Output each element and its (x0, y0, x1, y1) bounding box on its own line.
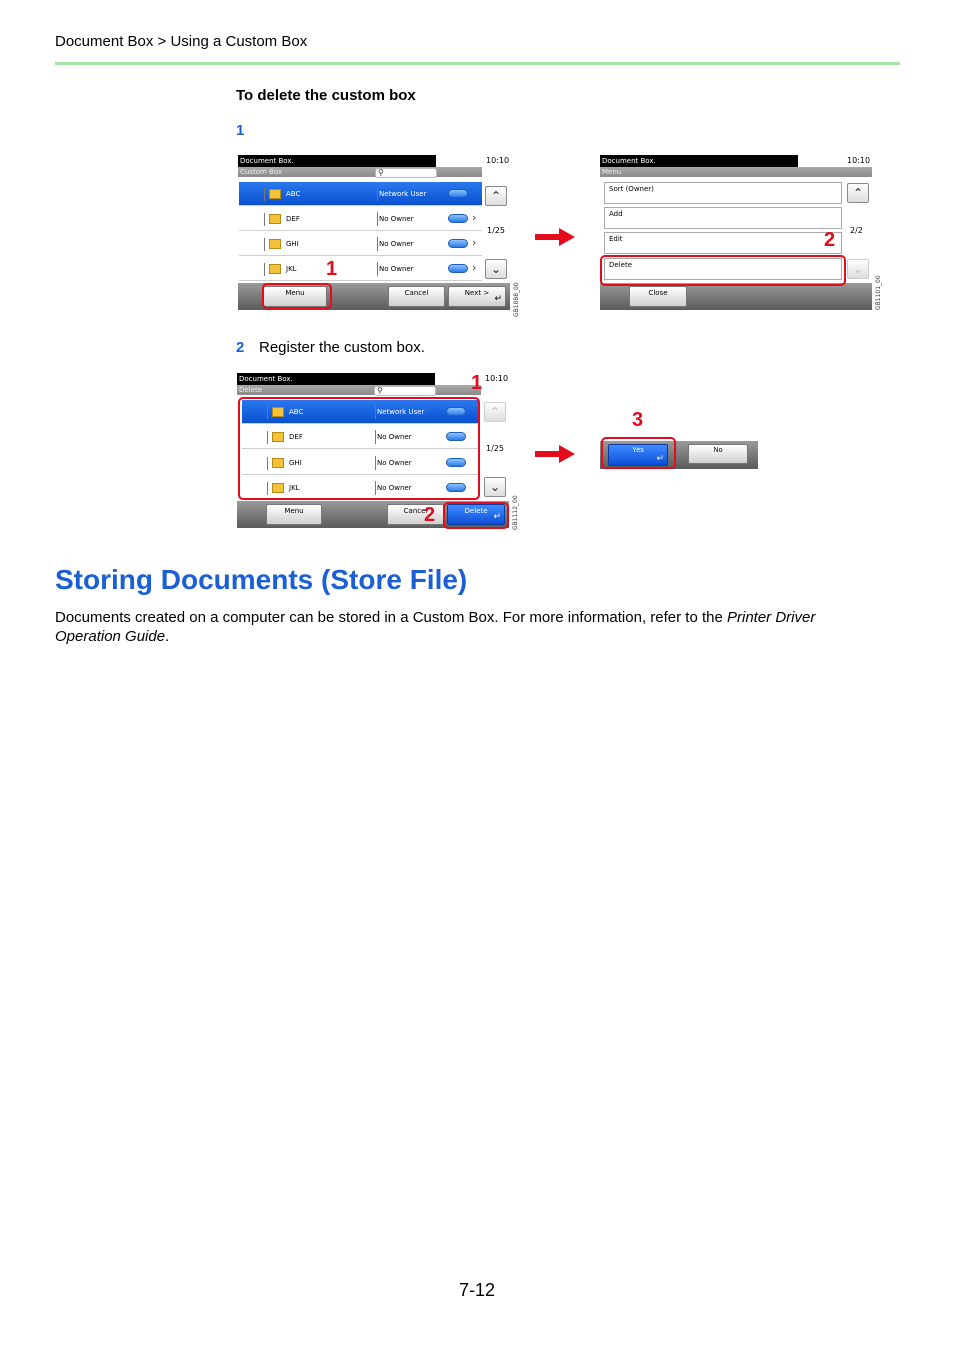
page-count: 1/25 (487, 226, 505, 235)
box-owner: Network User (379, 190, 427, 198)
header-rule (55, 62, 900, 65)
screen-clock: 10:10 (486, 156, 510, 165)
row-divider (264, 263, 265, 276)
row-divider (264, 213, 265, 226)
search-icon: ⚲ (378, 168, 384, 177)
box-name: GHI (286, 240, 299, 248)
guide-reference: Printer Driver Operation Guide (55, 609, 816, 645)
folder-icon (269, 239, 281, 249)
callout-1: 1 (471, 372, 483, 394)
screen-title-bar: Document Box. (238, 155, 436, 167)
search-box[interactable] (375, 168, 437, 178)
screen-subtitle-bar: Delete (237, 385, 481, 395)
row-divider (377, 187, 378, 201)
box-name: DEF (289, 433, 303, 441)
image-id: GB1088_00 (513, 282, 520, 317)
detail-pill-button[interactable] (448, 214, 468, 223)
detail-pill-button[interactable] (448, 264, 468, 273)
box-owner: No Owner (379, 265, 414, 273)
chevron-right-icon[interactable]: › (472, 236, 477, 249)
delete-label: Delete (464, 507, 488, 515)
row-divider (377, 237, 378, 251)
row-divider (264, 238, 265, 251)
scroll-down-button[interactable]: ⌄ (847, 259, 869, 279)
search-icon: ⚲ (377, 386, 383, 395)
folder-icon (269, 214, 281, 224)
section-title: Storing Documents (Store File) (55, 564, 468, 595)
menu-button[interactable]: Menu (263, 286, 327, 307)
highlight-menu-button (262, 283, 332, 309)
box-owner: No Owner (379, 240, 414, 248)
box-owner: No Owner (377, 459, 412, 467)
folder-icon (269, 264, 281, 274)
scroll-down-button[interactable]: ⌄ (485, 259, 507, 279)
chevron-right-icon[interactable]: › (472, 211, 477, 224)
yes-label: Yes (632, 447, 644, 454)
step-1-number: 1 (236, 122, 245, 139)
body-text-end: . (165, 628, 170, 645)
page-number: 7-12 (459, 1280, 496, 1300)
box-row[interactable] (239, 207, 482, 231)
box-row[interactable] (239, 182, 482, 206)
box-owner: No Owner (379, 215, 414, 223)
box-name: JKL (286, 265, 297, 273)
chevron-right-icon[interactable]: › (472, 261, 477, 274)
body-text: Documents created on a computer can be stored in a Custom Box. For more information, refer to the (55, 609, 727, 626)
box-name: JKL (289, 484, 300, 492)
row-divider (264, 188, 265, 201)
search-box[interactable] (374, 386, 436, 396)
callout-1: 1 (326, 258, 338, 280)
section-body (55, 608, 885, 646)
screen-subtitle-bar: Custom Box (238, 167, 482, 177)
menu-item-sort-owner[interactable]: Sort (Owner) (604, 182, 842, 204)
scroll-up-button[interactable]: ⌃ (847, 183, 869, 203)
folder-icon (269, 189, 281, 199)
highlight-yes-button (601, 437, 676, 469)
enter-icon: ↵ (493, 512, 501, 522)
arrow-right-icon (535, 445, 575, 463)
callout-2: 2 (424, 504, 436, 526)
next-label: Next > (464, 289, 490, 297)
callout-3: 3 (632, 409, 644, 431)
arrow-right-icon (535, 228, 575, 246)
box-name: DEF (286, 215, 300, 223)
menu-item-add[interactable]: Add (604, 207, 842, 229)
page-count: 2/2 (850, 226, 863, 235)
page-count: 1/25 (486, 444, 504, 453)
cancel-button[interactable]: Cancel (388, 286, 445, 307)
menu-item-delete[interactable]: Delete (604, 258, 842, 280)
screen-title-bar: Document Box. (600, 155, 798, 167)
screen-title-bar: Document Box. (237, 373, 435, 385)
row-divider (377, 212, 378, 226)
scroll-down-button[interactable]: ⌄ (484, 477, 506, 497)
highlight-delete-item (600, 255, 846, 286)
breadcrumb: Document Box > Using a Custom Box (55, 33, 308, 50)
box-row[interactable] (239, 257, 482, 281)
highlight-delete-button (443, 502, 509, 529)
image-id: GB1101_00 (875, 275, 882, 310)
highlight-box-list (238, 397, 480, 500)
menu-button[interactable]: Menu (266, 504, 322, 525)
procedure-heading: To delete the custom box (236, 87, 416, 104)
box-row[interactable] (239, 232, 482, 256)
step-2-text: Register the custom box. (259, 339, 425, 356)
next-button[interactable] (448, 286, 506, 307)
row-divider (377, 262, 378, 276)
step-2-number: 2 (236, 339, 245, 356)
close-button[interactable]: Close (629, 286, 687, 307)
box-name: ABC (286, 190, 301, 198)
box-owner: No Owner (377, 433, 412, 441)
no-button[interactable]: No (688, 444, 748, 464)
scroll-up-button[interactable]: ⌃ (484, 402, 506, 422)
screen-subtitle-bar: Menu (600, 167, 872, 177)
screen-clock: 10:10 (485, 374, 509, 383)
scroll-up-button[interactable]: ⌃ (485, 186, 507, 206)
enter-icon: ↵ (494, 294, 502, 304)
box-owner: Network User (377, 408, 425, 416)
box-name: ABC (289, 408, 304, 416)
detail-pill-button[interactable] (448, 239, 468, 248)
box-name: GHI (289, 459, 302, 467)
menu-item-edit[interactable]: Edit (604, 232, 842, 254)
screen-clock: 10:10 (847, 156, 871, 165)
cancel-button[interactable]: Cancel (387, 504, 444, 525)
enter-icon: ↵ (656, 453, 664, 463)
box-owner: No Owner (377, 484, 412, 492)
detail-pill-button[interactable] (448, 189, 468, 198)
image-id: GB1112_00 (512, 495, 519, 530)
callout-2: 2 (824, 229, 836, 251)
